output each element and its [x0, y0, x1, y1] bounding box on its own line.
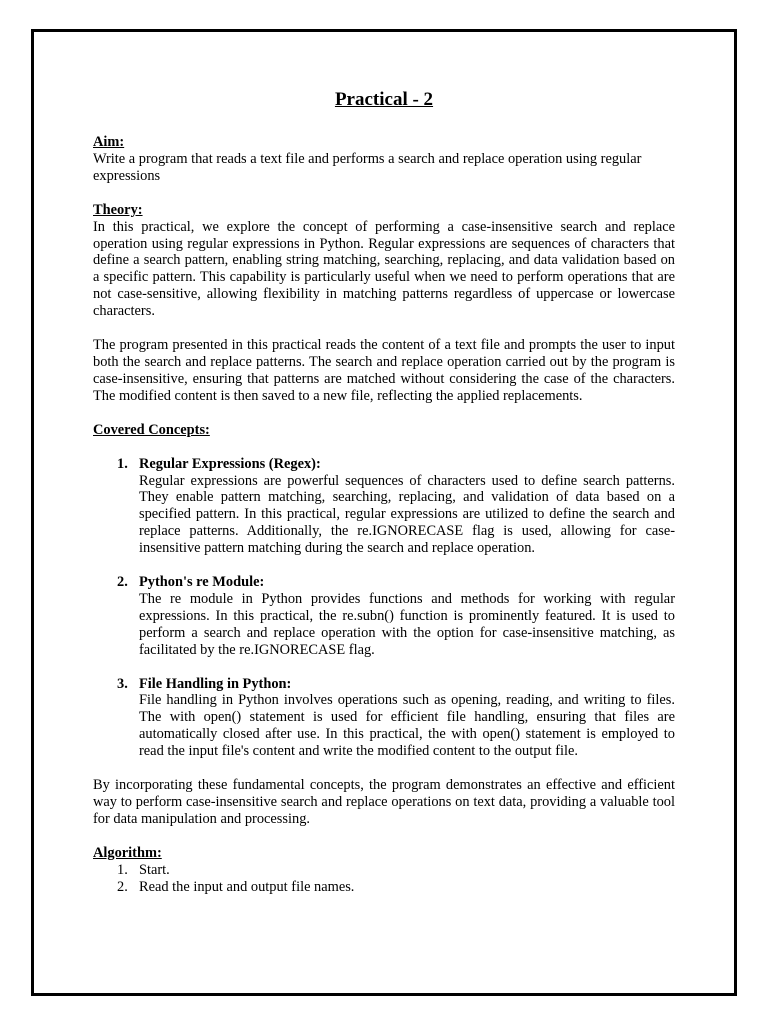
page-title: Practical - 2	[334, 89, 434, 110]
list-number: 3.	[117, 675, 128, 692]
list-number: 1.	[117, 861, 128, 878]
list-item	[93, 456, 675, 557]
list-item	[93, 574, 675, 659]
algorithm-step: Start.	[139, 861, 170, 878]
concepts-heading: Covered Concepts:	[93, 421, 210, 438]
aim-heading: Aim:	[93, 134, 125, 150]
concept-text: File handling in Python involves operations such as opening, reading, and writing to files. The with open() statement is used for efficient file handling, ensuring that files are automatically closed after use. In this practical, the with open() statement is employed to read the input file's content and write the modified content to the output file.	[139, 692, 675, 760]
list-number: 2.	[117, 574, 128, 591]
concept-title: File Handling in Python:	[139, 675, 292, 692]
theory-heading: Theory:	[93, 201, 143, 218]
concepts-summary: By incorporating these fundamental concepts, the program demonstrates an effective and efficient way to perform case-insensitive search and replace operations on text data, providing a valuable tool for data manipulation and processing.	[93, 777, 675, 827]
list-number: 1.	[117, 455, 128, 472]
document-body	[93, 88, 675, 896]
list-number: 2.	[117, 878, 128, 895]
concept-title: Regular Expressions (Regex):	[139, 455, 321, 472]
algorithm-list	[93, 862, 675, 896]
concept-title: Python's re Module:	[139, 574, 265, 591]
list-item	[93, 862, 675, 879]
theory-paragraph: In this practical, we explore the concept of performing a case-insensitive search and replace operation using regular expressions in Python. Regular expressions are sequences of characters that define a search pattern, enabling string matching, searching, replacing, and data validation based on a specific pattern. This capability is particularly useful when we need to perform operations that are not case-sensitive, allowing flexibility in matching patterns regardless of uppercase or lowercase characters.	[93, 218, 675, 320]
list-item	[93, 676, 675, 761]
list-item	[93, 879, 675, 896]
concept-text: Regular expressions are powerful sequences of characters used to define search patterns. They enable pattern matching, searching, replacing, and validation of data based on a specified pattern. In this practical, regular expressions are utilized to define the search and replace patterns. Additionally, the re.IGNORECASE flag is used, allowing for case-insensitive pattern matching during the search and replace operation.	[139, 472, 675, 557]
concepts-list	[93, 456, 675, 761]
algorithm-heading: Algorithm:	[93, 844, 162, 861]
concept-text: The re module in Python provides functions and methods for working with regular expressions. In this practical, the re.subn() function is prominently featured. It is used to perform a search and replace operation with the option for case-insensitive matching, as facilitated by the re.IGNORECASE flag.	[139, 590, 675, 658]
algorithm-step: Read the input and output file names.	[139, 878, 355, 895]
aim-text: Write a program that reads a text file and performs a search and replace operation using regular expressions	[93, 150, 642, 184]
theory-paragraph: The program presented in this practical reads the content of a text file and prompts the user to input both the search and replace patterns. The search and replace operation carried out by the program is case-insensitive, ensuring that patterns are matched without considering the case of the characters. The modified content is then saved to a new file, reflecting the applied replacements.	[93, 337, 675, 404]
